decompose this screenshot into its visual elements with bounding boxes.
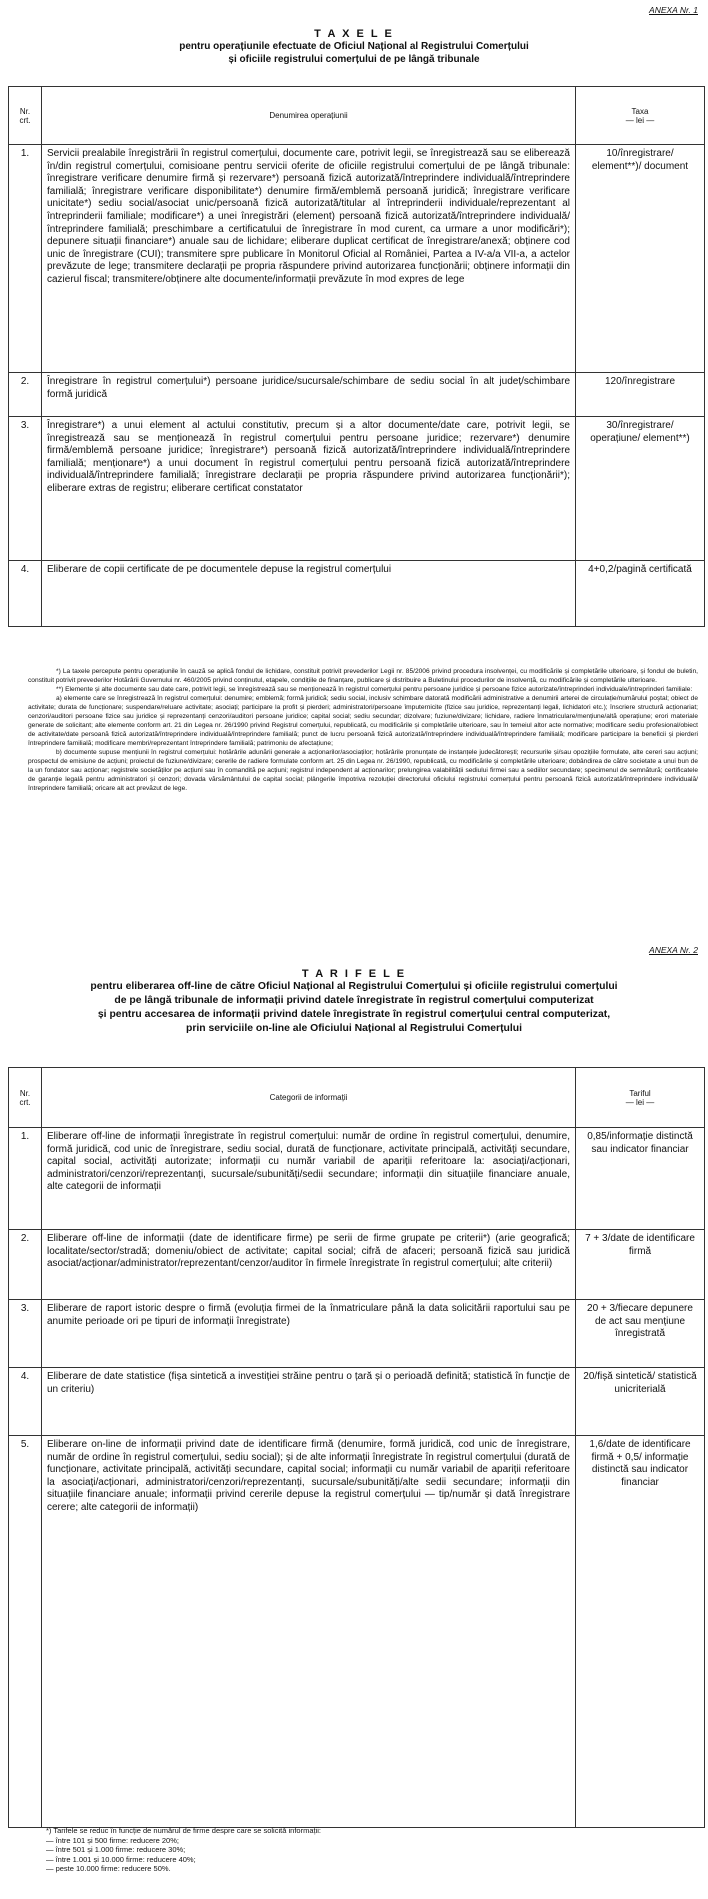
annex2-subtitle-4: prin serviciile on-line ale Oficiului Național al Registrului Comerțului xyxy=(185,1023,523,1034)
annex2-title-block xyxy=(0,968,708,1036)
table-row xyxy=(9,1368,705,1436)
annex1-fee-table xyxy=(8,86,705,627)
annex2-table-header xyxy=(9,1068,705,1128)
row-nr: 3. xyxy=(9,417,42,561)
note-line: — între 1.001 și 10.000 firme: reducere 40%; xyxy=(46,1854,196,1864)
header-category: Categorii de informații xyxy=(42,1068,576,1128)
table-row xyxy=(9,417,705,561)
annex2-subtitle-3: și pentru accesarea de informații privind datele înregistrate în registrul comerțului central computerizat, xyxy=(97,1009,611,1020)
table-row xyxy=(9,373,705,417)
annex1-notes xyxy=(28,667,698,793)
row-text: Înregistrare în registrul comerțului*) persoane juridice/sucursale/schimbare de sediu social în alt județ/schimbare formă juridică xyxy=(42,373,576,417)
row-text: Eliberare de copii certificate de pe documentele depuse la registrul comerțului xyxy=(42,561,576,627)
table-row xyxy=(9,561,705,627)
note-line: — între 501 și 1.000 firme: reducere 30%; xyxy=(46,1845,186,1854)
row-fee: 30/înregistrare/ operațiune/ element**) xyxy=(576,417,705,561)
row-fee: 20/fișă sintetică/ statistică unicriterială xyxy=(576,1368,705,1436)
row-nr: 4. xyxy=(9,561,42,627)
header-fee: Taxa — lei — xyxy=(576,87,705,145)
row-fee: 0,85/informație distinctă sau indicator financiar xyxy=(576,1128,705,1230)
header-nr: Nr. crt. xyxy=(9,1068,42,1128)
row-text: Eliberare off-line de informații (date de identificare firme) pe serii de firme grupate pe criterii*) (arie geografică; localitate/sector/stradă; domeniu/obiect de activitate; capital social; cifră de afaceri; persoană fizică sau juridică asociat/acționar/administrator/reprezentant/cenzor/auditor în firmele înregistrate în registrul comerțului; alte criterii) xyxy=(42,1230,576,1300)
table-row xyxy=(9,1230,705,1300)
row-text: Servicii prealabile înregistrării în registrul comerțului, documente care, potrivit legii, se înregistrează sau se eliberează în/din registrul comerțului, comisioane pentru servicii oferite de oficiile registrului comerțului de pe lângă tribunale: înregistrare verificare denumire firmă și rezervare*) persoană fizică autorizată/întreprindere individuală/întreprindere familială; înregistrare verificare disponibilitate*) denumire firmă/emblemă persoană juridică; înregistrare verificare unicitate*) sediu social/asociat unic/persoană fizică autorizată/titular al întreprinderii individuale/reprezentant al întreprinderii familiale; modificare*) a unei înregistrări (element) persoană fizică autorizată/întreprindere individuală/întreprindere familială; preschimbare a certificatului de înregistrare în mod curent, ca urmare a unor modificări*); depunere situații financiare*) anuale sau de lichidare; eliberare duplicat certificat de înregistrare/anexă; obținere cod unic de înregistrare (CUI); transmitere spre publicare în Monitorul Oficial al României, Partea a IV-a/a VII-a, a actelor prevăzute de lege; transmitere declarații pe propria răspundere privind autorizarea funcționării; obținere informații din cazierul fiscal; transmitere/obținere alte documente/informații prevăzute în mod expres de lege xyxy=(42,145,576,373)
row-fee: 7 + 3/date de identificare firmă xyxy=(576,1230,705,1300)
annex2-title: T A R I F E L E xyxy=(301,968,407,980)
table-row xyxy=(9,1300,705,1368)
annex2-subtitle-2: de pe lângă tribunale de informații privind datele înregistrate în registrul comerțului computerizat xyxy=(114,995,594,1006)
row-nr: 2. xyxy=(9,1230,42,1300)
annex1-title: T A X E L E xyxy=(314,28,394,40)
row-fee: 120/înregistrare xyxy=(576,373,705,417)
note-paragraph: b) documente supuse mențiunii în registrul comerțului: hotărârile adunării generale a acționarilor/asociaților; hotărârile pronunțate de instanțele judecătorești; recursurile și/sau opozițiile formulate, alte cereri sau acțiuni; prospectul de emisiune de acțiuni; proiectul de fuziune/divizare; cererile de radiere formulate conform art. 25 din Legea nr. 26/1990, republicată, cu modificările și completările ulterioare; dobândirea de către societate a unui bun de la un fondator sau acționar; registrele societăților pe acțiuni sau în comandită pe acțiuni; registrul independent al acționarilor; prelungirea valabilității sediului firmei sau a sediilor secundare; specimenul de semnătură; certificatele de garanție legală pentru administratori și cenzori; dovada vărsământului de capital social; plângerile împotriva rezoluției directorului oficiului registrului comerțului pentru persoană fizică autorizată/întreprindere individuală/întreprindere familială; oricare alt act prevăzut de lege. xyxy=(28,749,698,792)
row-text: Eliberare de raport istoric despre o firmă (evoluția firmei de la înmatriculare până la data solicitării raportului sau pe anumite perioade ori pe tipuri de informații înregistrate) xyxy=(42,1300,576,1368)
row-text: Eliberare off-line de informații înregistrate în registrul comerțului: număr de ordine în registrul comerțului, denumire, formă juridică, cod unic de înregistrare, sediu social, durată de funcționare, activitate principală, activități secundare, capital social, activități autorizate; informații cu număr variabil de apariții referitoare la: asociați/acționari, administratori/cenzori/reprezentanți, sucursale/subunități/sedii secundare; informații din situațiile financiare anuale, alte categorii de informații xyxy=(42,1128,576,1230)
table-row xyxy=(9,1436,705,1828)
header-tariff: Tariful — lei — xyxy=(576,1068,705,1128)
annex1-table-header xyxy=(9,87,705,145)
note-paragraph: **) Elemente și alte documente sau date care, potrivit legii, se înregistrează sau se menționează în registrul comerțului pentru persoane juridice și persoane fizice autorizate/întreprinderi individuale/întreprinderi familiale: xyxy=(56,686,693,693)
header-operation: Denumirea operațiunii xyxy=(42,87,576,145)
row-nr: 2. xyxy=(9,373,42,417)
header-nr: Nr. crt. xyxy=(9,87,42,145)
row-text: Eliberare de date statistice (fișa sintetică a investiției străine pentru o țară și o perioadă definită; statistică în funcție de un criteriu) xyxy=(42,1368,576,1436)
annex1-subtitle-2: și oficiile registrului comerțului de pe lângă tribunale xyxy=(228,54,480,65)
annex2-tariff-table xyxy=(8,1067,705,1828)
row-nr: 4. xyxy=(9,1368,42,1436)
annex1-subtitle-1: pentru operațiunile efectuate de Oficiul Național al Registrului Comerțului xyxy=(179,41,529,52)
annex2-subtitle-1: pentru eliberarea off-line de către Oficiul Național al Registrului Comerțului și oficiile registrului comerțului xyxy=(90,981,618,992)
row-nr: 3. xyxy=(9,1300,42,1368)
row-text: Înregistrare*) a unui element al actului constitutiv, precum și a altor documente/date care, potrivit legii, se înregistrează sau se menționează în registrul comerțului pentru persoane juridice; rezervare*) denumire firmă/emblemă persoane juridice; înregistrare*) persoană fizică autorizată/întreprindere individuală/întreprindere familială; menționare*) a unui document în registrul comerțului pentru persoană fizică autorizată/întreprindere individuală/întreprindere familială; înregistrare declarații pe propria răspundere privind autorizarea funcționării*); eliberare extras de registru; eliberare certificat constatator xyxy=(42,417,576,561)
note-line: *) Tarifele se reduc în funcție de numărul de firme despre care se solicită informații: xyxy=(46,1826,321,1835)
annex1-label: ANEXA Nr. 1 xyxy=(649,5,698,15)
note-paragraph: *) La taxele percepute pentru operațiunile în cauză se aplică fondul de lichidare, constituit potrivit prevederilor Legii nr. 85/2006 privind procedura insolvenței, cu modificările și completările ulterioare, și fondul de buletin, constituit potrivit prevederilor Hotărârii Guvernului nr. 460/2005 privind conținutul, etapele, condițiile de finanțare, publicare și distribuire a Buletinului procedurilor de insolvență, cu modificările și completările ulterioare. xyxy=(28,668,698,684)
row-fee: 4+0,2/pagină certificată xyxy=(576,561,705,627)
note-paragraph: a) elemente care se înregistrează în registrul comerțului: denumire; emblemă; formă juridică; sediu social, inclusiv schimbare datorată modificării administrative a denumirii arterei de circulație/numărului poștal; obiect de activitate; durata de funcționare; suspendare/reluare activitate; asociați; participare la profit și pierderi; administratori/persoane împuternicite (fizice sau juridice, reprezentanți legali, lichidatori etc.); înscriere structură acționariat; cenzori/auditori persoane fizice sau juridice și reprezentanți cenzori/auditori persoane juridice; capital social; sediu secundar; dizolvare; fuziune/divizare; lichidare, radiere înmatriculare/mențiune/altă operațiune; erori materiale generate de solicitant; alte elemente conform art. 21 din Legea nr. 26/1990 privind Registrul comerțului, republicată, cu modificările și completările ulterioare, sau în temeiul altor acte normative; modificare sediu profesional/obiect de activitate/date persoană fizică autorizată/întreprindere individuală/întreprindere familială; punct de lucru persoană fizică autorizată/întreprindere individuală/întreprindere familială; modificare participare la beneficii și pierderi întreprindere familială; modificare membri/reprezentant întreprindere familială; patrimoniu de afectațiune; xyxy=(28,695,698,747)
annex2-notes xyxy=(46,1826,666,1874)
row-fee: 20 + 3/fiecare depunere de act sau mențiune înregistrată xyxy=(576,1300,705,1368)
row-nr: 1. xyxy=(9,1128,42,1230)
row-fee: 10/înregistrare/ element**)/ document xyxy=(576,145,705,373)
note-line: — peste 10.000 firme: reducere 50%. xyxy=(46,1864,171,1873)
row-nr: 1. xyxy=(9,145,42,373)
row-fee: 1,6/date de identificare firmă + 0,5/ informație distinctă sau indicator financiar xyxy=(576,1436,705,1828)
annex2-label: ANEXA Nr. 2 xyxy=(649,945,698,955)
row-nr: 5. xyxy=(9,1436,42,1828)
annex1-title-block xyxy=(0,28,708,66)
note-line: — între 101 și 500 firme: reducere 20%; xyxy=(46,1835,179,1845)
table-row xyxy=(9,1128,705,1230)
table-row xyxy=(9,145,705,373)
row-text: Eliberare on-line de informații privind date de identificare firmă (denumire, formă juridică, cod unic de înregistrare, număr de ordine în registrul comerțului, sediu social); și de alte informații înregistrate în registrul comerțului (durată de funcționare, activitate principală, activități secundare, capital social; informații cu număr variabil de apariții referitoare la asociați/acționari, administratori/cenzori/reprezentanți, sucursale/subunități/alte sedii secundare; informații din situațiile financiare anuale; informații privind cererile depuse la registrul comerțului — tip/număr și dată înregistrare cerere; alte categorii de informații) xyxy=(42,1436,576,1828)
